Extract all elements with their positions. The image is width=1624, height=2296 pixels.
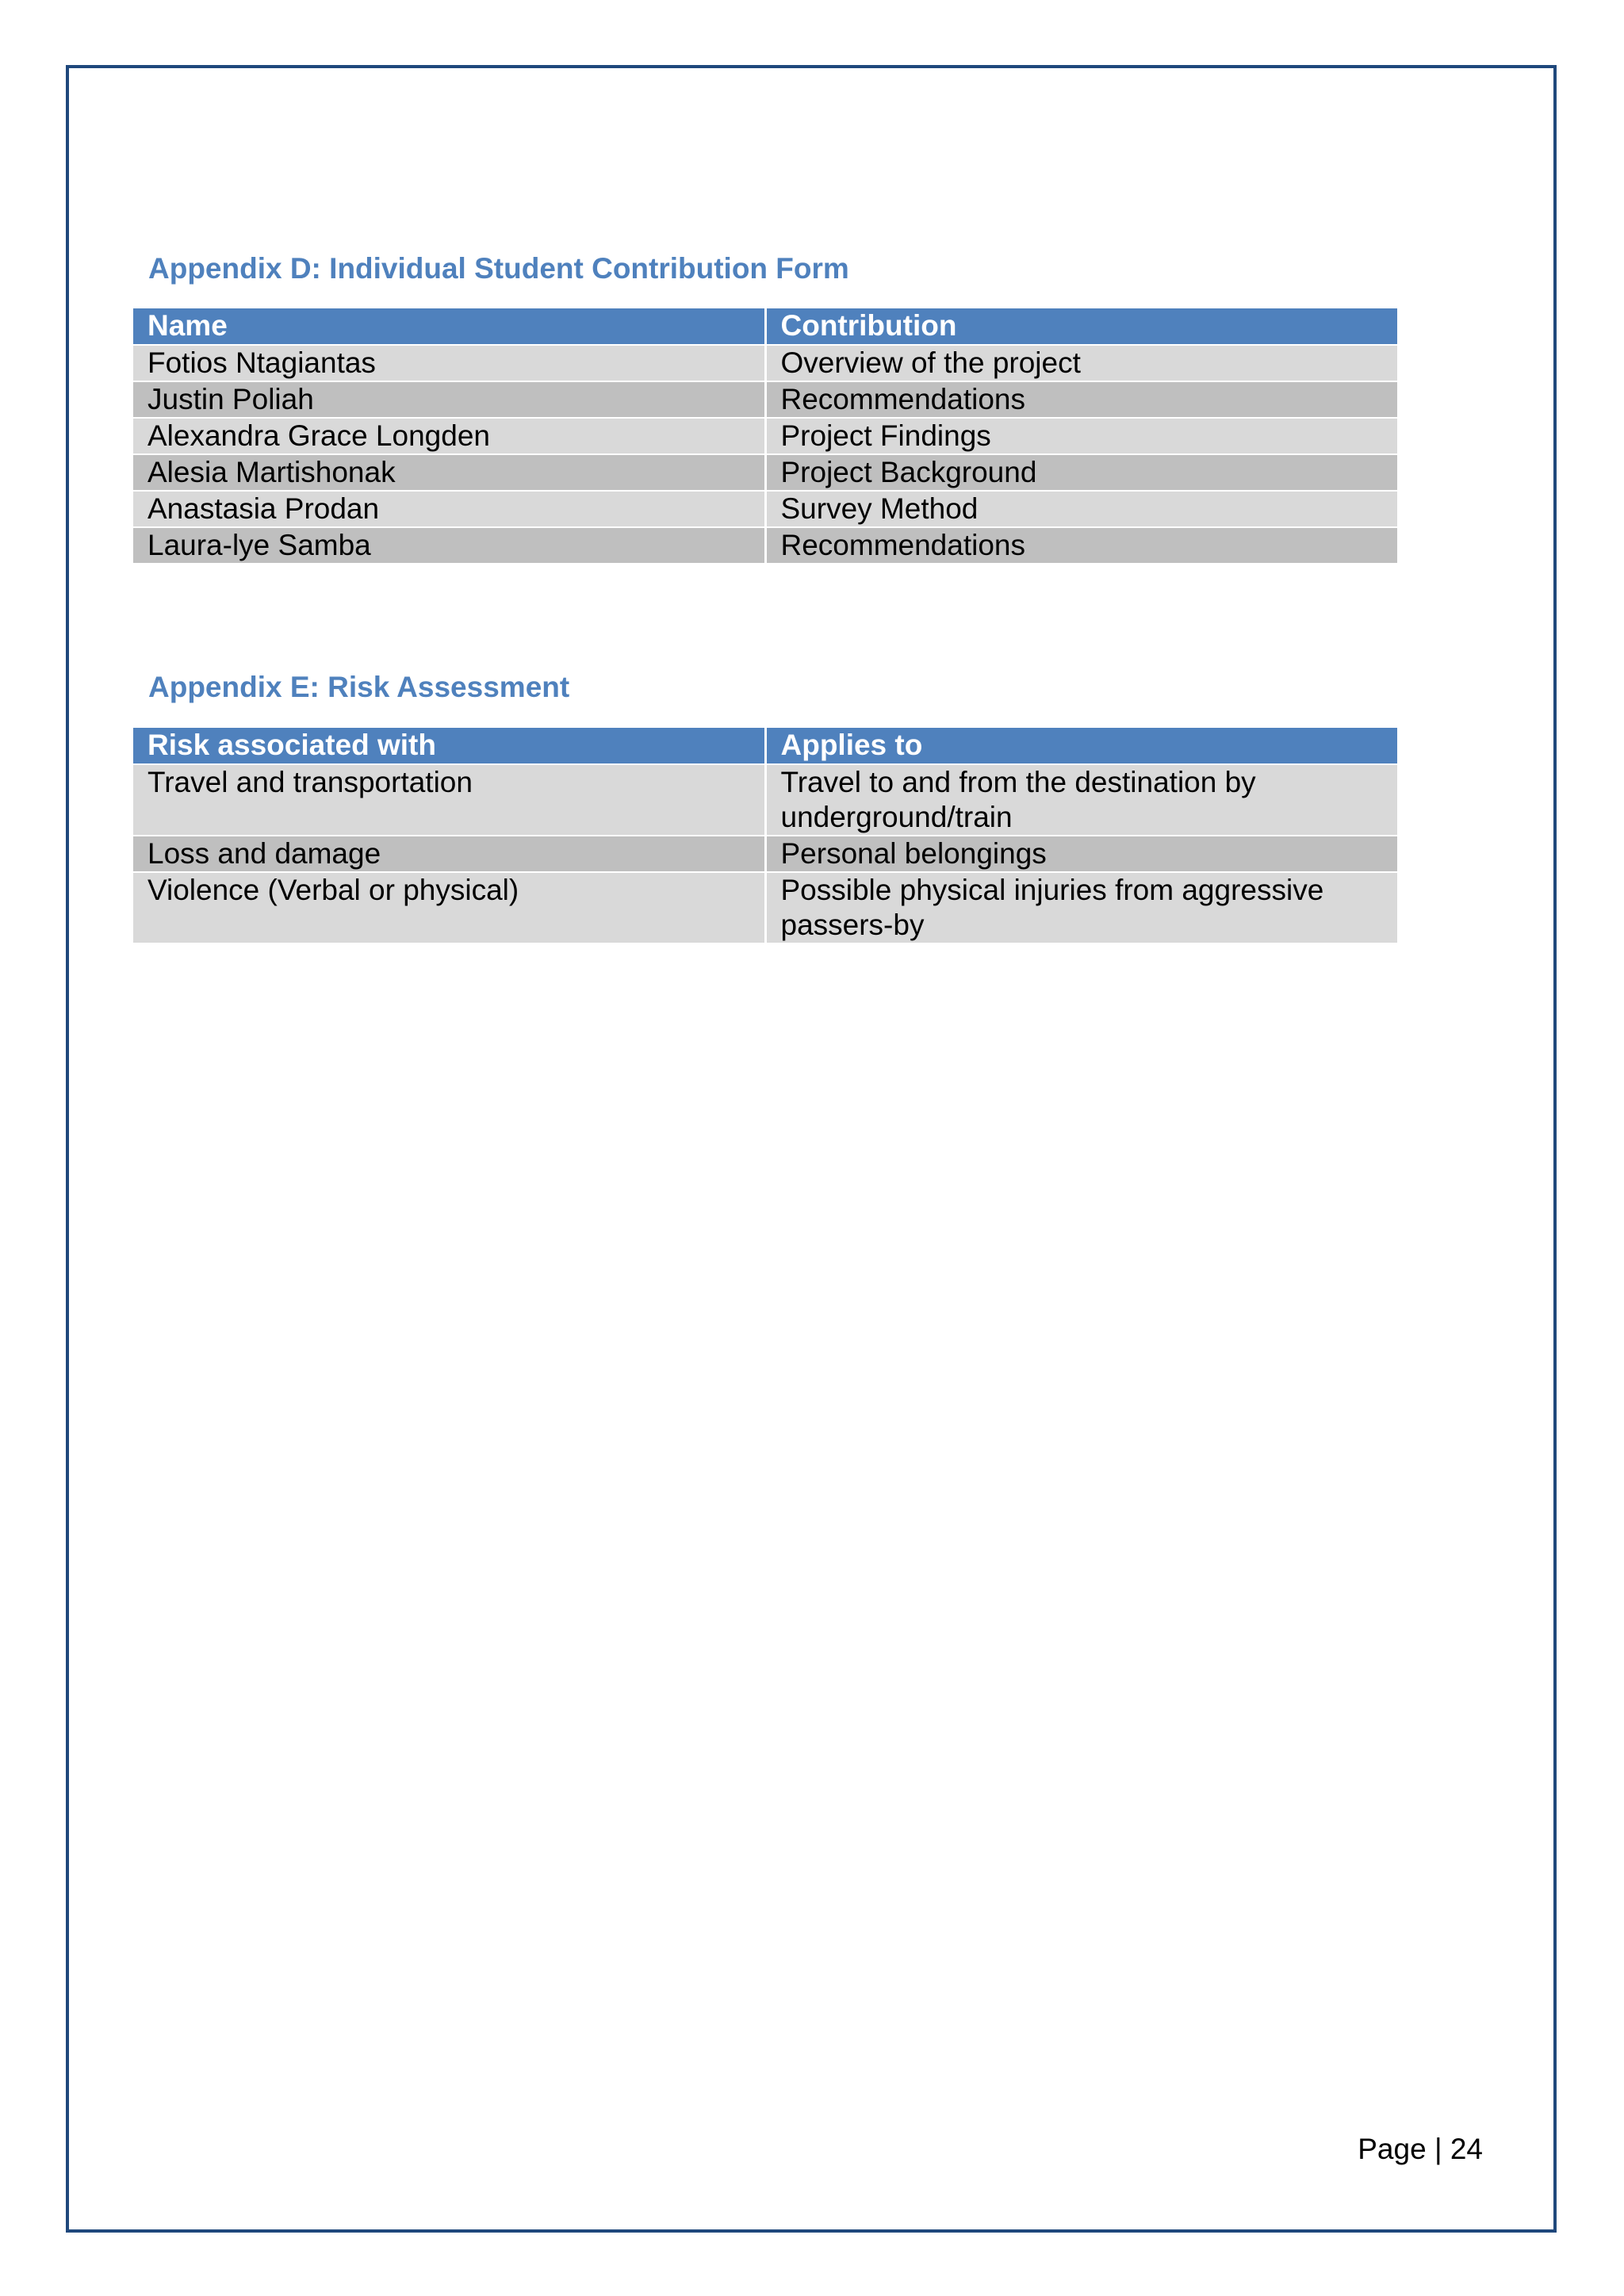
student-contribution: Project Findings	[765, 418, 1397, 454]
table-header-row	[133, 308, 1397, 345]
contribution-table	[133, 308, 1397, 563]
student-contribution: Survey Method	[765, 491, 1397, 527]
student-name: Laura-lye Samba	[133, 527, 765, 563]
student-contribution: Project Background	[765, 454, 1397, 491]
table-row	[133, 764, 1397, 836]
risk-applies-to: Personal belongings	[765, 836, 1397, 872]
table-row	[133, 418, 1397, 454]
page-number: Page | 24	[1358, 2133, 1483, 2165]
table-row	[133, 836, 1397, 872]
risk-applies-to: Travel to and from the destination by underground/train	[765, 764, 1397, 836]
risk-name: Violence (Verbal or physical)	[133, 872, 765, 943]
appendix-d-heading: Appendix D: Individual Student Contribution Form	[148, 252, 849, 285]
column-header-risk: Risk associated with	[133, 728, 765, 764]
student-name: Fotios Ntagiantas	[133, 345, 765, 381]
risk-applies-to: Possible physical injuries from aggressive passers-by	[765, 872, 1397, 943]
table-header-row	[133, 728, 1397, 764]
column-header-contribution: Contribution	[765, 308, 1397, 345]
column-header-name: Name	[133, 308, 765, 345]
risk-name: Loss and damage	[133, 836, 765, 872]
appendix-e-heading: Appendix E: Risk Assessment	[148, 671, 570, 703]
table-row	[133, 872, 1397, 943]
student-contribution: Recommendations	[765, 381, 1397, 418]
student-contribution: Overview of the project	[765, 345, 1397, 381]
risk-name: Travel and transportation	[133, 764, 765, 836]
student-name: Justin Poliah	[133, 381, 765, 418]
student-name: Alesia Martishonak	[133, 454, 765, 491]
student-name: Anastasia Prodan	[133, 491, 765, 527]
column-header-applies-to: Applies to	[765, 728, 1397, 764]
table-row	[133, 491, 1397, 527]
table-row	[133, 381, 1397, 418]
table-row	[133, 454, 1397, 491]
student-name: Alexandra Grace Longden	[133, 418, 765, 454]
table-row	[133, 527, 1397, 563]
table-row	[133, 345, 1397, 381]
student-contribution: Recommendations	[765, 527, 1397, 563]
risk-assessment-table	[133, 728, 1397, 943]
